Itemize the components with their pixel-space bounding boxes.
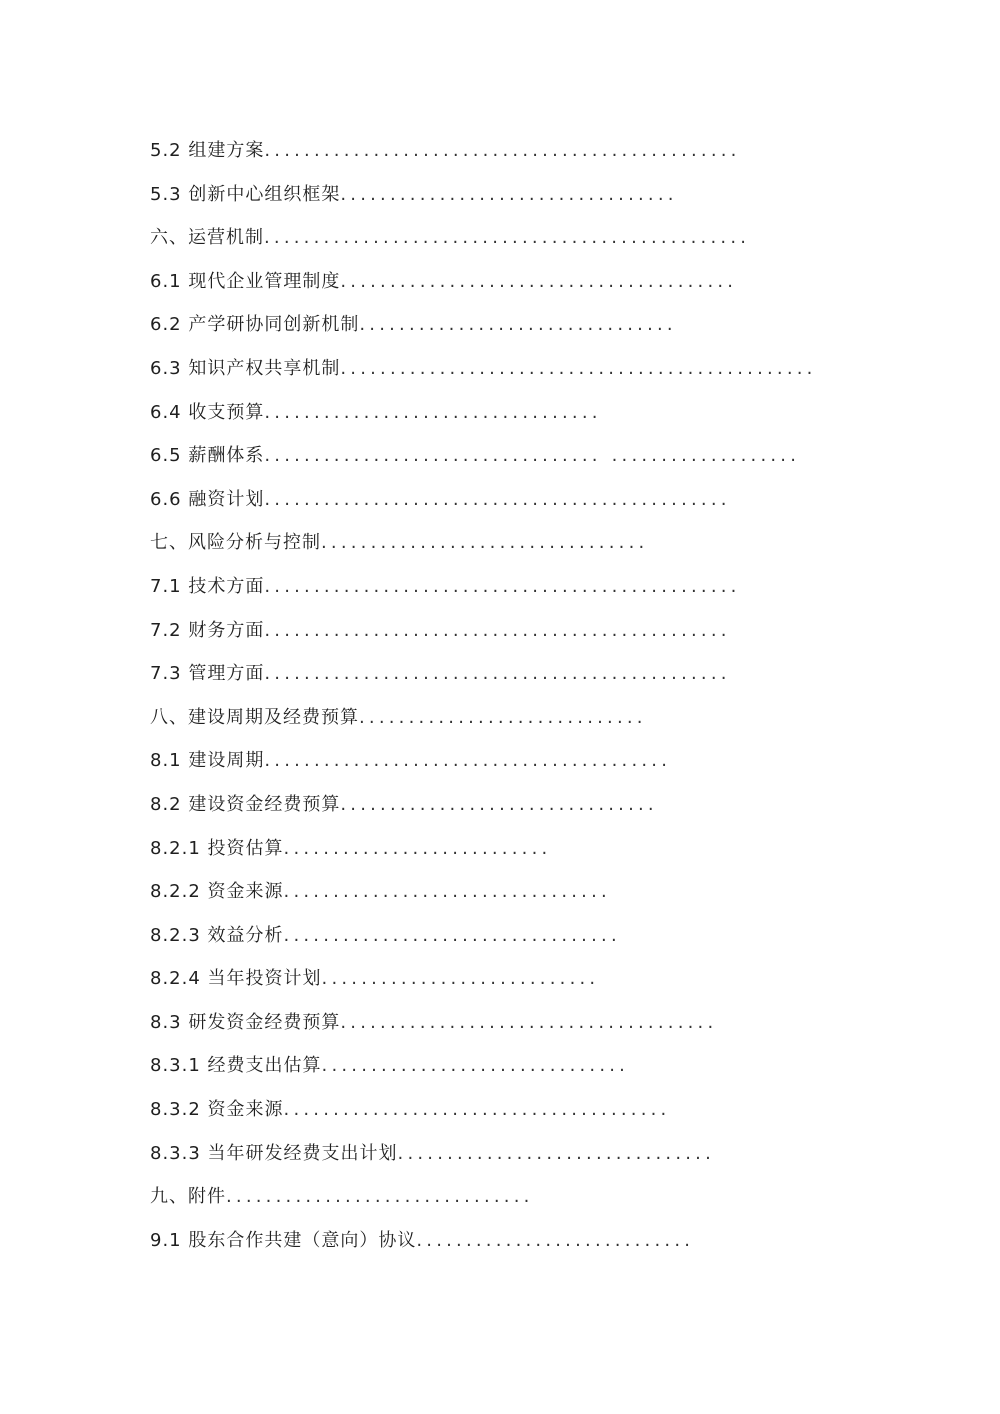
toc-leader-dots: ............................. (359, 706, 647, 728)
toc-entry[interactable] (150, 961, 870, 1005)
toc-entry-title: 八、建设周期及经费预算 (150, 706, 359, 728)
toc-entry[interactable] (150, 874, 870, 918)
toc-entry[interactable] (150, 743, 870, 787)
toc-leader-dots: ............................................... (264, 488, 731, 510)
toc-leader-dots: ............................................... (264, 663, 731, 685)
toc-entry[interactable] (150, 656, 870, 700)
toc-leader-dots: ............................ (416, 1229, 695, 1251)
toc-entry[interactable] (150, 438, 870, 482)
toc-entry-title: 8.2.4 当年投资计划 (150, 968, 322, 990)
toc-leader-dots: .................................. (264, 401, 602, 423)
toc-entry[interactable] (150, 700, 870, 744)
toc-entry[interactable] (150, 525, 870, 569)
toc-leader-dots: ............................ (321, 968, 600, 990)
toc-leader-dots: ............................... (226, 1186, 534, 1208)
toc-leader-dots: ................................ (359, 314, 677, 336)
toc-entry[interactable] (150, 220, 870, 264)
toc-leader-dots: .................................. ................... (264, 445, 801, 467)
toc-entry-title: 8.1 建设周期 (150, 750, 265, 772)
toc-leader-dots: ............................................... (264, 619, 731, 641)
toc-leader-dots: ................................ (340, 793, 658, 815)
toc-entry-title: 6.2 产学研协同创新机制 (150, 314, 360, 336)
toc-leader-dots: ......................................... (264, 750, 672, 772)
toc-entry[interactable] (150, 1179, 870, 1223)
toc-entry[interactable] (150, 1136, 870, 1180)
toc-entry[interactable] (150, 1223, 870, 1267)
toc-entry[interactable] (150, 482, 870, 526)
toc-leader-dots: .................................. (340, 183, 678, 205)
toc-entry[interactable] (150, 1005, 870, 1049)
toc-entry-title: 8.2.2 资金来源 (150, 881, 284, 903)
toc-entry-title: 7.2 财务方面 (150, 619, 265, 641)
toc-entry[interactable] (150, 787, 870, 831)
toc-entry-title: 8.3.3 当年研发经费支出计划 (150, 1142, 398, 1164)
toc-entry-title: 8.3.2 资金来源 (150, 1099, 284, 1121)
table-of-contents (150, 133, 870, 1266)
toc-leader-dots: ................................................ (264, 140, 741, 161)
toc-entry[interactable] (150, 395, 870, 439)
toc-leader-dots: ............................... (321, 1055, 630, 1077)
toc-leader-dots: ........................... (283, 837, 552, 859)
toc-entry-title: 6.3 知识产权共享机制 (150, 357, 341, 379)
toc-entry-title: 8.3.1 经费支出估算 (150, 1055, 322, 1077)
toc-leader-dots: ...................................... (340, 1011, 718, 1033)
toc-entry-title: 9.1 股东合作共建（意向）协议 (150, 1229, 417, 1251)
toc-leader-dots: ....................................... (283, 1099, 671, 1121)
toc-entry-title: 8.3 研发资金经费预算 (150, 1011, 341, 1033)
toc-leader-dots: .................................. (283, 924, 621, 946)
toc-entry[interactable] (150, 918, 870, 962)
toc-entry-title: 8.2 建设资金经费预算 (150, 793, 341, 815)
toc-entry-title: 七、风险分析与控制 (150, 532, 321, 554)
toc-entry-title: 6.5 薪酬体系 (150, 445, 265, 467)
toc-entry[interactable] (150, 351, 870, 395)
toc-leader-dots: ................................. (283, 881, 611, 903)
toc-entry-title: 5.3 创新中心组织框架 (150, 183, 341, 205)
toc-entry-title: 7.1 技术方面 (150, 575, 265, 597)
toc-entry-title: 8.2.3 效益分析 (150, 924, 284, 946)
toc-entry-title: 6.6 融资计划 (150, 488, 265, 510)
toc-entry[interactable] (150, 177, 870, 221)
toc-leader-dots: ................................................ (340, 357, 817, 379)
toc-leader-dots: ................................. (321, 532, 649, 554)
toc-entry[interactable] (150, 1092, 870, 1136)
toc-entry[interactable] (150, 264, 870, 308)
toc-entry[interactable] (150, 133, 870, 177)
toc-entry-title: 6.1 现代企业管理制度 (150, 270, 341, 292)
toc-leader-dots: ................................................ (264, 575, 741, 597)
toc-entry[interactable] (150, 613, 870, 657)
toc-entry[interactable] (150, 1048, 870, 1092)
toc-leader-dots: ................................ (397, 1142, 716, 1164)
toc-entry-title: 六、运营机制 (150, 227, 264, 249)
toc-entry-title: 5.2 组建方案 (150, 140, 265, 161)
toc-entry-title: 7.3 管理方面 (150, 663, 265, 685)
toc-leader-dots: ........................................ (340, 270, 738, 292)
toc-entry[interactable] (150, 831, 870, 875)
toc-entry-title: 九、附件 (150, 1186, 226, 1208)
toc-leader-dots: ................................................. (264, 227, 751, 249)
toc-entry-title: 8.2.1 投资估算 (150, 837, 284, 859)
toc-entry[interactable] (150, 307, 870, 351)
toc-entry-title: 6.4 收支预算 (150, 401, 265, 423)
toc-entry[interactable] (150, 569, 870, 613)
